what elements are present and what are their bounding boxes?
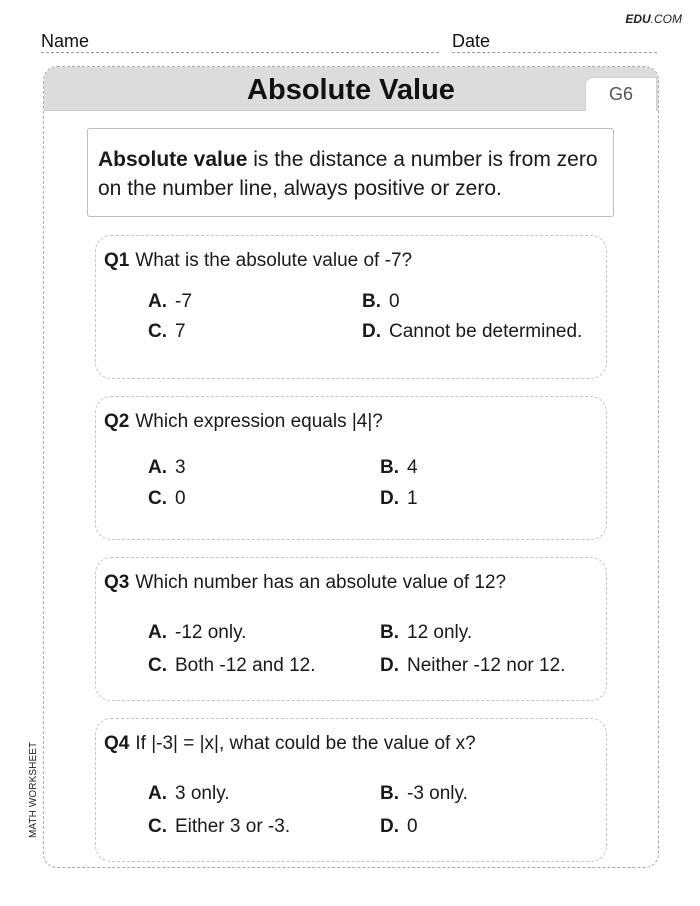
option-text: 12 only.	[407, 622, 473, 643]
question-stem	[104, 572, 506, 594]
option-letter: D.	[362, 321, 381, 342]
grade-tab: G6	[585, 77, 657, 111]
question-stem	[104, 411, 383, 433]
option-letter: A.	[148, 783, 167, 804]
option-text: Both -12 and 12.	[175, 655, 316, 676]
option-b[interactable]	[380, 622, 472, 644]
option-letter: C.	[148, 655, 167, 676]
option-letter: D.	[380, 816, 399, 837]
option-text: 7	[175, 321, 186, 342]
brand-com: .COM	[650, 12, 682, 26]
option-text: 0	[407, 816, 418, 837]
date-line[interactable]	[452, 52, 657, 53]
question-text: Which expression equals |4|?	[135, 411, 383, 432]
question-card-4	[95, 718, 607, 862]
brand-edu: EDU	[625, 12, 651, 26]
definition-term: Absolute value	[98, 148, 248, 171]
question-number: Q2	[104, 411, 130, 432]
side-label: MATH WORKSHEET	[28, 741, 39, 838]
definition-box	[87, 128, 614, 217]
page-title: Absolute Value	[247, 74, 455, 106]
definition-text: is the distance a number is from zero on the number line, always positive or zero.	[98, 148, 598, 200]
option-letter: A.	[148, 457, 167, 478]
question-number: Q3	[104, 572, 130, 593]
question-card-3	[95, 557, 607, 701]
option-text: 0	[175, 488, 186, 509]
brand-logo	[625, 12, 682, 26]
option-d[interactable]	[380, 655, 565, 677]
option-letter: C.	[148, 488, 167, 509]
question-card-1	[95, 235, 607, 379]
option-text: -7	[175, 291, 192, 312]
name-label: Name	[41, 31, 90, 51]
option-a[interactable]	[148, 622, 246, 644]
question-text: If |-3| = |x|, what could be the value of x?	[135, 733, 476, 754]
option-b[interactable]	[380, 457, 418, 479]
question-stem	[104, 733, 476, 755]
option-d[interactable]	[362, 321, 582, 343]
option-b[interactable]	[362, 291, 400, 313]
option-text: -3 only.	[407, 783, 468, 804]
name-line[interactable]	[41, 52, 439, 53]
question-number: Q4	[104, 733, 130, 754]
option-letter: B.	[380, 622, 399, 643]
option-text: -12 only.	[175, 622, 247, 643]
option-text: Cannot be determined.	[389, 321, 583, 342]
option-a[interactable]	[148, 291, 192, 313]
option-text: Either 3 or -3.	[175, 816, 291, 837]
option-text: 3	[175, 457, 186, 478]
question-text: What is the absolute value of -7?	[135, 250, 413, 271]
option-letter: B.	[380, 457, 399, 478]
option-letter: D.	[380, 655, 399, 676]
title-bar	[44, 67, 658, 111]
option-d[interactable]	[380, 488, 418, 510]
option-b[interactable]	[380, 783, 468, 805]
question-text: Which number has an absolute value of 12?	[135, 572, 507, 593]
option-letter: A.	[148, 291, 167, 312]
option-a[interactable]	[148, 457, 186, 479]
option-c[interactable]	[148, 816, 290, 838]
option-text: Neither -12 nor 12.	[407, 655, 566, 676]
option-letter: A.	[148, 622, 167, 643]
date-label: Date	[452, 31, 491, 51]
question-number: Q1	[104, 250, 130, 271]
option-letter: B.	[362, 291, 381, 312]
option-text: 0	[389, 291, 400, 312]
option-letter: D.	[380, 488, 399, 509]
option-text: 3 only.	[175, 783, 230, 804]
option-c[interactable]	[148, 655, 316, 677]
option-d[interactable]	[380, 816, 418, 838]
option-a[interactable]	[148, 783, 230, 805]
option-letter: C.	[148, 816, 167, 837]
option-letter: B.	[380, 783, 399, 804]
option-text: 4	[407, 457, 418, 478]
option-c[interactable]	[148, 321, 186, 343]
option-c[interactable]	[148, 488, 186, 510]
question-card-2	[95, 396, 607, 540]
option-letter: C.	[148, 321, 167, 342]
question-stem	[104, 250, 412, 272]
option-text: 1	[407, 488, 418, 509]
